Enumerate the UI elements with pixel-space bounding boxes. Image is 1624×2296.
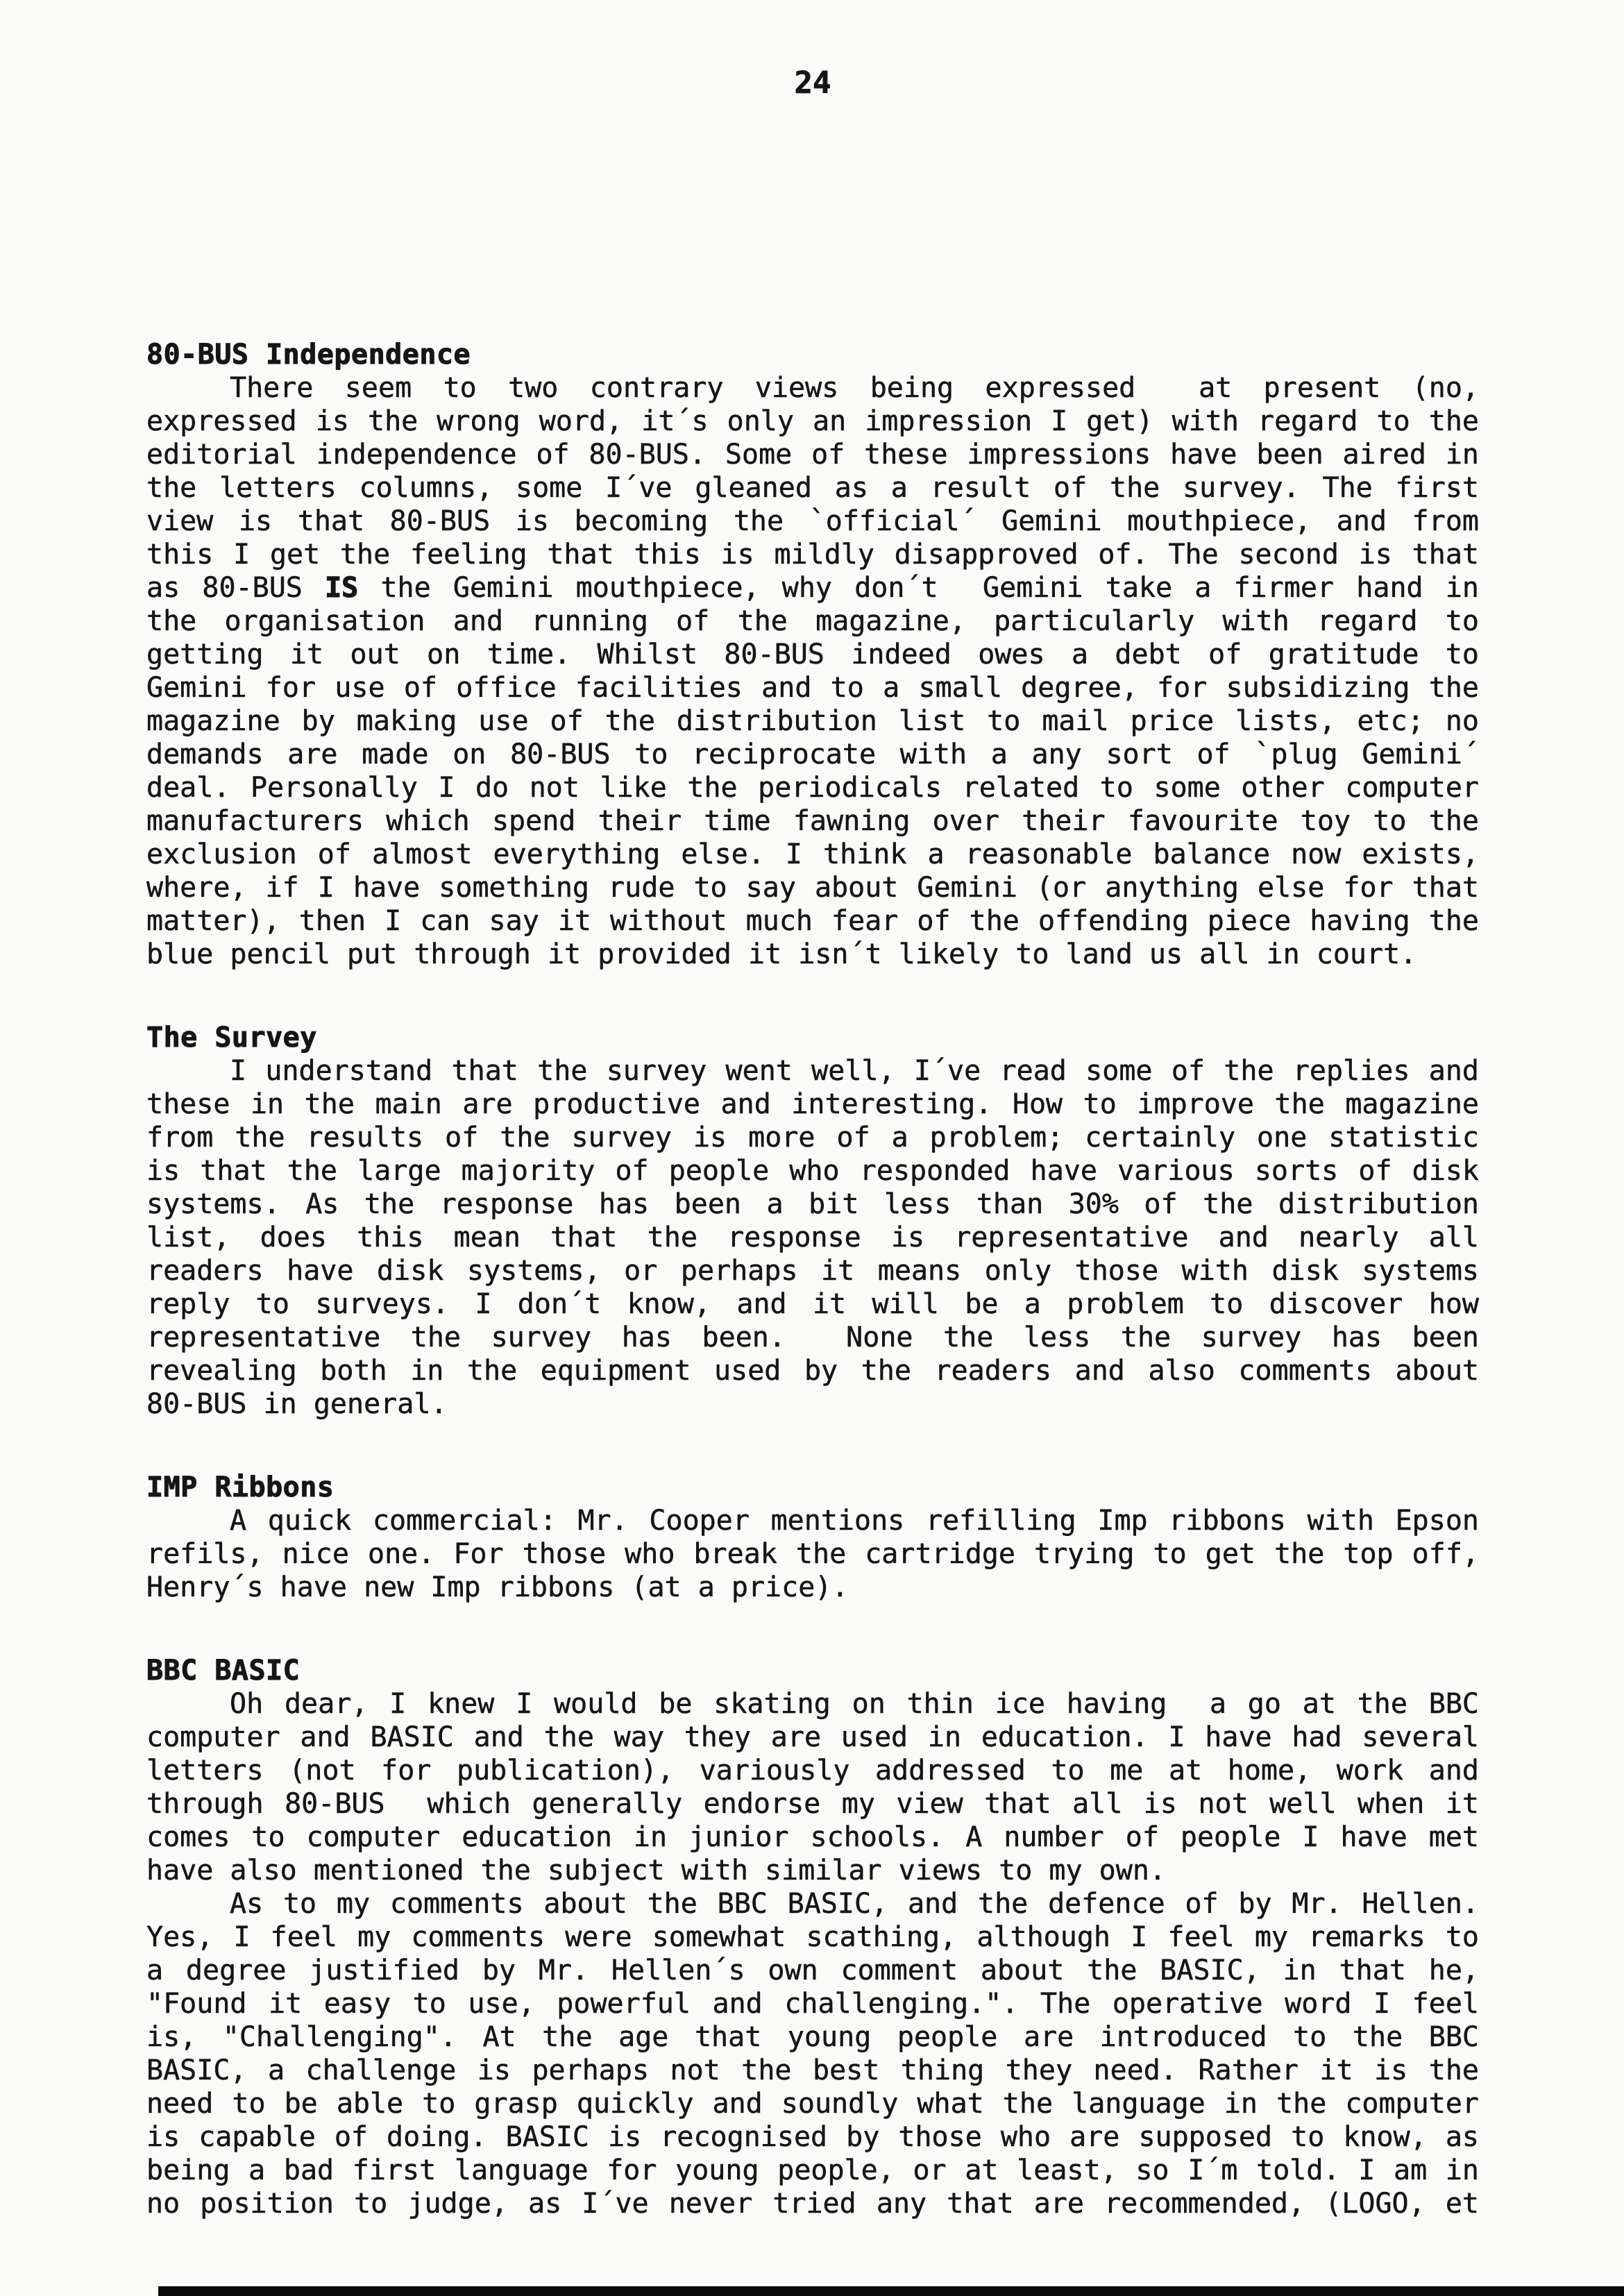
text-line: through 80-BUS which generally endorse my view that all is not well when it (146, 1788, 1479, 1820)
paragraph (146, 1504, 1479, 1604)
paragraph (146, 371, 1479, 971)
text-line: getting it out on time. Whilst 80-BUS indeed owes a debt of gratitude to (146, 639, 1479, 670)
text-line: deal. Personally I do not like the periodicals related to some other computer (146, 772, 1479, 804)
text-line: BASIC, a challenge is perhaps not the best thing they need. Rather it is the (146, 2054, 1479, 2086)
text-line: from the results of the survey is more of a problem; certainly one statistic (146, 1122, 1479, 1154)
text-line: revealing both in the equipment used by the readers and also comments about (146, 1355, 1479, 1387)
paragraph (146, 1687, 1479, 1887)
section (146, 338, 1479, 971)
text-line: list, does this mean that the response is representative and nearly all (146, 1222, 1479, 1253)
text-line: 80-BUS in general. (146, 1388, 448, 1420)
text-line: There seem to two contrary views being expressed at present (no, (230, 372, 1479, 404)
text-line: Oh dear, I knew I would be skating on thin ice having a go at the BBC (230, 1688, 1479, 1720)
text-line: magazine by making use of the distribution list to mail price lists, etc; no (146, 705, 1479, 737)
text-line: this I get the feeling that this is mildly disapproved of. The second is that (146, 539, 1479, 571)
text-line: where, if I have something rude to say about Gemini (or anything else for that (146, 872, 1479, 904)
text-line: editorial independence of 80-BUS. Some of these impressions have been aired in (146, 439, 1479, 471)
section (146, 1654, 1479, 2220)
text-line: systems. As the response has been a bit less than 30% of the distribution (146, 1188, 1479, 1220)
section (146, 1471, 1479, 1604)
text-line: reply to surveys. I don´t know, and it will be a problem to discover how (146, 1288, 1479, 1320)
text-line: is capable of doing. BASIC is recognised by those who are supposed to know, as (146, 2121, 1479, 2153)
text-line: the organisation and running of the magazine, particularly with regard to (146, 605, 1479, 637)
text-line: is, "Challenging". At the age that young people are introduced to the BBC (146, 2021, 1479, 2053)
text-line: A quick commercial: Mr. Cooper mentions refilling Imp ribbons with Epson (230, 1505, 1479, 1537)
text-line: refils, nice one. For those who break the cartridge trying to get the top off, (146, 1538, 1479, 1570)
section-heading: BBC BASIC (146, 1655, 301, 1687)
text-line: these in the main are productive and interesting. How to improve the magazine (146, 1088, 1479, 1120)
text-line: I understand that the survey went well, I´ve read some of the replies and (230, 1055, 1479, 1087)
text-line: view is that 80-BUS is becoming the `official´ Gemini mouthpiece, and from (146, 505, 1479, 537)
text-line: expressed is the wrong word, it´s only an impression I get) with regard to the (146, 405, 1479, 437)
text-line: is that the large majority of people who responded have various sorts of disk (146, 1155, 1479, 1187)
section (146, 1021, 1479, 1421)
scan-edge-artifact (158, 2286, 1624, 2296)
section-heading: 80-BUS Independence (146, 339, 471, 371)
text-line: exclusion of almost everything else. I think a reasonable balance now exists, (146, 838, 1479, 870)
text-line: readers have disk systems, or perhaps it means only those with disk systems (146, 1255, 1479, 1287)
text-line: comes to computer education in junior schools. A number of people I have met (146, 1821, 1479, 1853)
text-line: computer and BASIC and the way they are used in education. I have had several (146, 1721, 1479, 1753)
text-line: a degree justified by Mr. Hellen´s own comment about the BASIC, in that he, (146, 1955, 1479, 1986)
text-line: demands are made on 80-BUS to reciprocate with a any sort of `plug Gemini´ (146, 738, 1479, 770)
text-line: have also mentioned the subject with similar views to my own. (146, 1855, 1167, 1886)
section-heading: IMP Ribbons (146, 1471, 335, 1503)
text-line: being a bad first language for young people, or at least, so I´m told. I am in (146, 2154, 1479, 2186)
text-line: manufacturers which spend their time fawning over their favourite toy to the (146, 805, 1479, 837)
paragraph (146, 1887, 1479, 2220)
text-line: blue pencil put through it provided it isn´t likely to land us all in court. (146, 938, 1417, 970)
text-line: As to my comments about the BBC BASIC, and the defence of by Mr. Hellen. (230, 1888, 1479, 1920)
text-line: as 80-BUS IS the Gemini mouthpiece, why don´t Gemini take a firmer hand in (146, 572, 1480, 604)
text-line: the letters columns, some I´ve gleaned as a result of the survey. The first (146, 472, 1479, 504)
paragraph (146, 1054, 1479, 1421)
text-line: Yes, I feel my comments were somewhat scathing, although I feel my remarks to (146, 1921, 1479, 1953)
text-line: Gemini for use of office facilities and to a small degree, for subsidizing the (146, 672, 1479, 704)
section-heading: The Survey (146, 1022, 317, 1054)
text-line: need to be able to grasp quickly and soundly what the language in the computer (146, 2088, 1479, 2120)
text-line: "Found it easy to use, powerful and challenging.". The operative word I feel (146, 1988, 1479, 2020)
document-body (146, 338, 1479, 2220)
page-number: 24 (794, 65, 831, 101)
text-line: Henry´s have new Imp ribbons (at a price). (146, 1571, 849, 1603)
text-line: no position to judge, as I´ve never tried any that are recommended, (LOGO, et (146, 2188, 1479, 2220)
text-line: representative the survey has been. None the less the survey has been (146, 1322, 1479, 1353)
text-line: matter), then I can say it without much fear of the offending piece having the (146, 905, 1479, 937)
text-line: letters (not for publication), variously addressed to me at home, work and (146, 1755, 1479, 1787)
